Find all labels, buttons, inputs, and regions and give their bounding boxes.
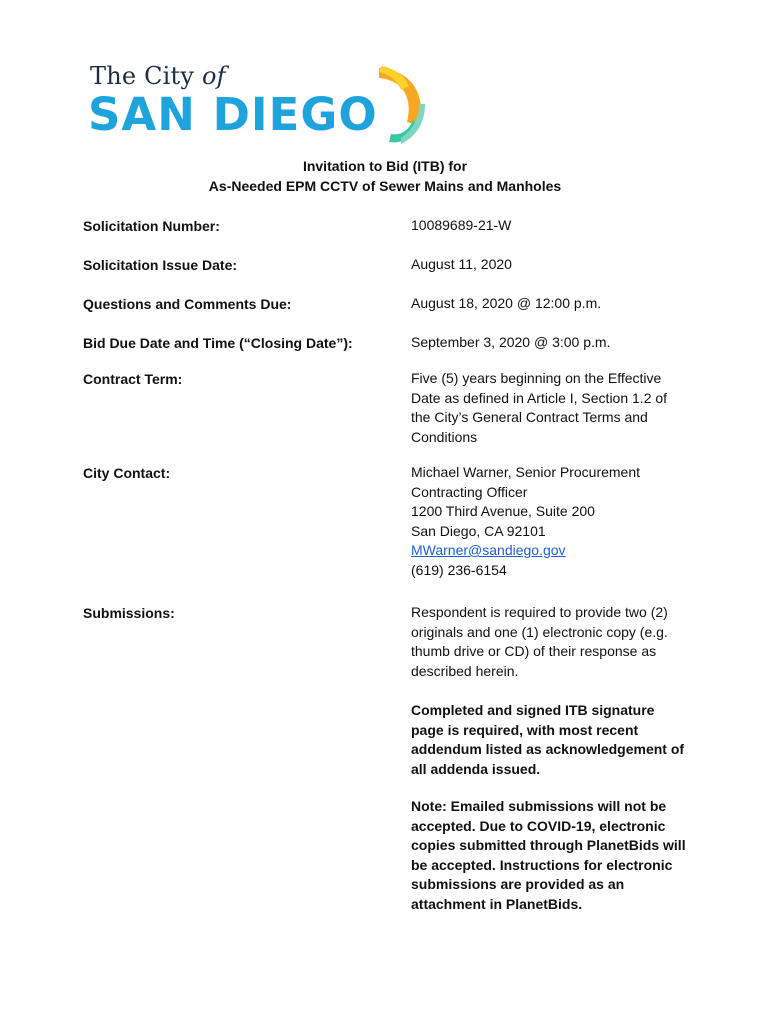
contact-email-link[interactable]: MWarner@sandiego.gov: [411, 542, 566, 558]
city-logo: [88, 62, 433, 152]
contact-address-line1: 1200 Third Avenue, Suite 200: [411, 503, 595, 519]
contact-address-line2: San Diego, CA 92101: [411, 522, 546, 539]
issue-date-label: Solicitation Issue Date:: [83, 257, 238, 273]
contract-term-value: Five (5) years beginning on the Effective Date as defined in Article I, Section 1.2 of the City’s General Contract Terms and Conditions: [411, 370, 668, 445]
contract-term-label: Contract Term:: [83, 371, 183, 387]
submissions-para2: Completed and signed ITB signature page is required, with most recent addendum listed as acknowledgement of all addenda issued.: [411, 702, 685, 777]
contact-phone: (619) 236-6154: [411, 561, 507, 578]
document-title-line1: Invitation to Bid (ITB) for: [302, 158, 468, 174]
contact-title: Contracting Officer: [411, 483, 528, 500]
submissions-para1: Respondent is required to provide two (2) originals and one (1) electronic copy (e.g. thumb drive or CD) of their response as described herein.: [411, 604, 668, 679]
contact-name: Michael Warner, Senior Procurement: [411, 464, 641, 480]
closing-date-label: Bid Due Date and Time (“Closing Date”):: [83, 335, 353, 351]
submissions-label: Submissions:: [83, 605, 175, 621]
questions-due-value: August 18, 2020 @ 12:00 p.m.: [411, 295, 602, 311]
city-contact-label: City Contact:: [83, 465, 171, 481]
questions-due-label: Questions and Comments Due:: [83, 296, 292, 312]
city-contact-block: [411, 463, 701, 580]
logo-line1: The City of: [90, 62, 226, 90]
submissions-note: Note: Emailed submissions will not be accepted. Due to COVID-19, electronic copies submitted through PlanetBids will be accepted. Instructions for electronic submissions are provided as an attachment in PlanetBids.: [411, 798, 686, 912]
logo-line2: SAN DIEGO: [88, 88, 378, 141]
issue-date-value: August 11, 2020: [411, 256, 512, 272]
solicitation-number-label: Solicitation Number:: [83, 218, 220, 234]
solicitation-number-value: 10089689-21-W: [411, 217, 512, 233]
sun-icon: [361, 64, 433, 144]
document-title-line2: As-Needed EPM CCTV of Sewer Mains and Manholes: [208, 178, 562, 194]
closing-date-value: September 3, 2020 @ 3:00 p.m.: [411, 334, 611, 350]
